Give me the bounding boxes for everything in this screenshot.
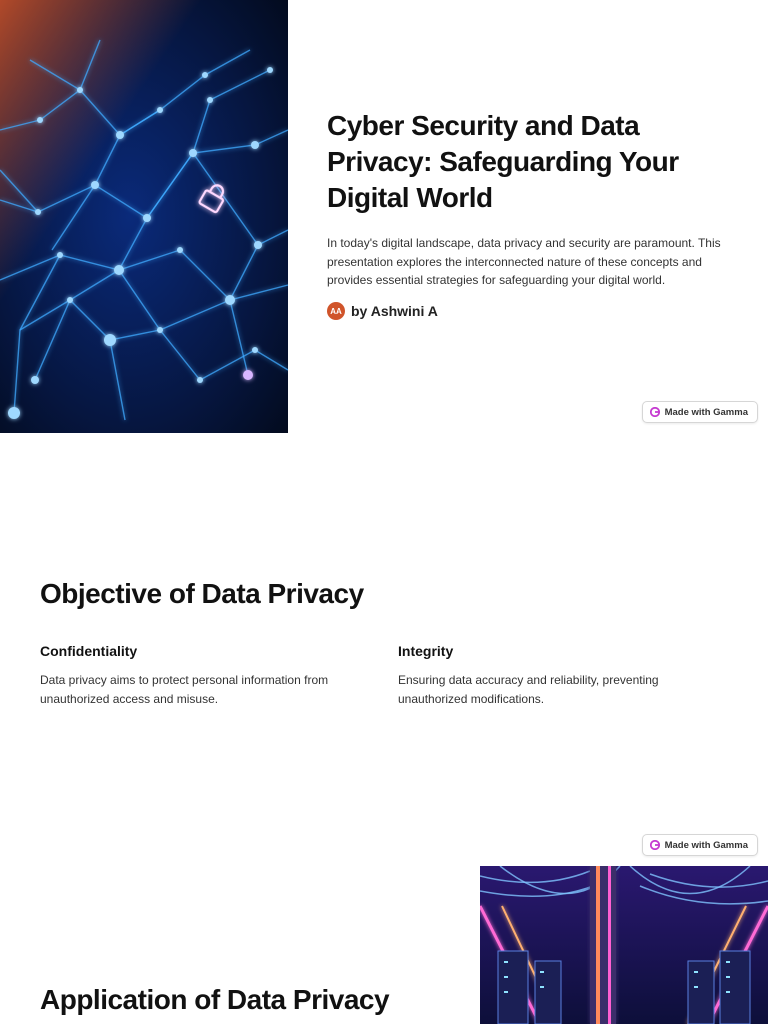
objective-confidentiality (40, 643, 360, 709)
network-lock-image (0, 0, 288, 433)
made-with-gamma-button[interactable] (642, 834, 758, 856)
server-room-image (480, 866, 768, 1024)
objective-integrity (398, 643, 718, 709)
author-line (327, 302, 438, 320)
gamma-logo-icon (650, 840, 660, 850)
objective-title: Integrity (398, 643, 454, 659)
slide-objective (0, 433, 768, 866)
objective-text: Data privacy aims to protect personal information from unauthorized access and misuse. (40, 673, 329, 706)
slide-application (0, 866, 768, 1024)
made-with-gamma-button[interactable] (642, 401, 758, 423)
section-heading: Objective of Data Privacy (40, 578, 364, 609)
intro-text: In today's digital landscape, data privacy and security are paramount. This presentation explores the interconnected nature of these concepts and provides essential strategies for safeguarding your digital world. (327, 236, 721, 287)
objective-title: Confidentiality (40, 643, 138, 659)
avatar: AA (327, 302, 345, 320)
gamma-badge-label: Made with Gamma (664, 406, 748, 418)
author-name: by Ashwini A (351, 303, 438, 319)
gamma-logo-icon (650, 407, 660, 417)
gamma-badge-label: Made with Gamma (664, 839, 748, 851)
section-heading: Application of Data Privacy (40, 984, 390, 1015)
page-title: Cyber Security and Data Privacy: Safeguarding Your Digital World (327, 110, 679, 213)
slide-title (0, 0, 768, 433)
objective-text: Ensuring data accuracy and reliability, preventing unauthorized modifications. (398, 673, 659, 706)
